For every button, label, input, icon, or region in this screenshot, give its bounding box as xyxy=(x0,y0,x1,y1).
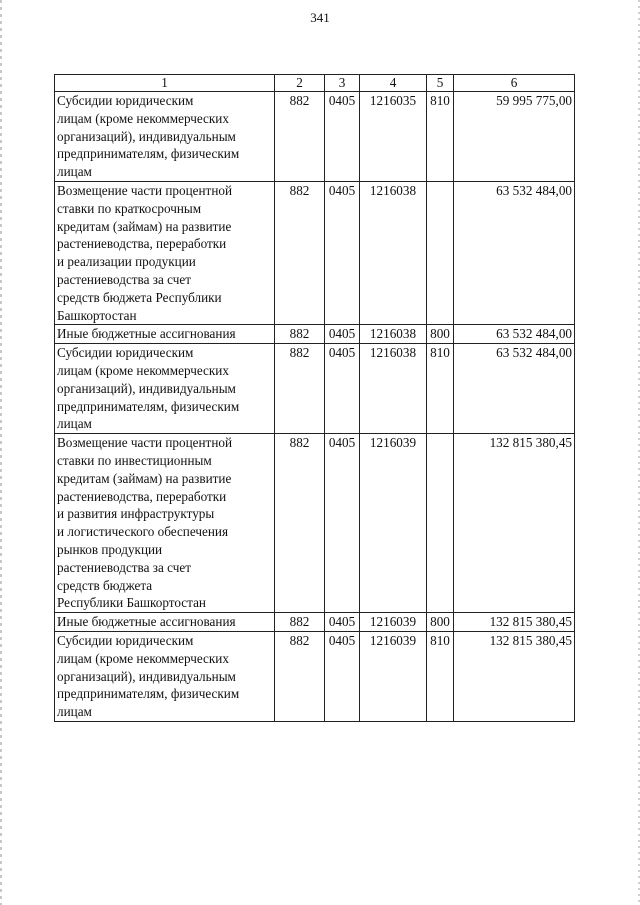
row-code-3: 0405 xyxy=(325,181,360,324)
page-number: 341 xyxy=(310,10,330,25)
table-row xyxy=(55,92,575,182)
table-row xyxy=(55,613,575,632)
row-amount: 59 995 775,00 xyxy=(454,92,575,182)
row-code-2: 882 xyxy=(275,613,325,632)
row-code-4: 1216038 xyxy=(360,181,427,324)
row-code-2: 882 xyxy=(275,344,325,434)
row-amount: 132 815 380,45 xyxy=(454,434,575,613)
column-header-4: 4 xyxy=(360,75,427,92)
row-code-3: 0405 xyxy=(325,92,360,182)
row-code-4: 1216035 xyxy=(360,92,427,182)
table-row xyxy=(55,631,575,721)
row-code-2: 882 xyxy=(275,92,325,182)
column-header-2: 2 xyxy=(275,75,325,92)
row-code-5: 810 xyxy=(427,344,454,434)
row-code-4: 1216039 xyxy=(360,631,427,721)
row-code-5: 810 xyxy=(427,92,454,182)
column-header-6: 6 xyxy=(454,75,575,92)
row-code-5: 800 xyxy=(427,613,454,632)
budget-table xyxy=(54,74,575,722)
table-row xyxy=(55,344,575,434)
row-code-5 xyxy=(427,434,454,613)
row-code-3: 0405 xyxy=(325,613,360,632)
row-amount: 132 815 380,45 xyxy=(454,613,575,632)
table-row xyxy=(55,434,575,613)
row-name: Иные бюджетные ассигнования xyxy=(55,325,275,344)
table-row xyxy=(55,181,575,324)
row-amount: 63 532 484,00 xyxy=(454,344,575,434)
row-code-4: 1216039 xyxy=(360,613,427,632)
column-header-3: 3 xyxy=(325,75,360,92)
column-header-1: 1 xyxy=(55,75,275,92)
row-code-4: 1216038 xyxy=(360,325,427,344)
row-name: Субсидии юридическим лицам (кроме некоммерческих организаций), индивидуальным предпринимателям, физическим лицам xyxy=(55,92,275,182)
row-amount: 63 532 484,00 xyxy=(454,325,575,344)
row-code-3: 0405 xyxy=(325,325,360,344)
row-code-2: 882 xyxy=(275,181,325,324)
row-name: Иные бюджетные ассигнования xyxy=(55,613,275,632)
row-amount: 132 815 380,45 xyxy=(454,631,575,721)
row-code-5 xyxy=(427,181,454,324)
table-header-row xyxy=(55,75,575,92)
row-name: Возмещение части процентной ставки по краткосрочным кредитам (займам) на развитие растениеводства, переработки и реализации продукции растениеводства за счет средств бюджета Республики Башкортостан xyxy=(55,181,275,324)
row-name: Субсидии юридическим лицам (кроме некоммерческих организаций), индивидуальным предпринимателям, физическим лицам xyxy=(55,344,275,434)
row-code-3: 0405 xyxy=(325,631,360,721)
table-row xyxy=(55,325,575,344)
row-code-5: 800 xyxy=(427,325,454,344)
column-header-5: 5 xyxy=(427,75,454,92)
row-code-5: 810 xyxy=(427,631,454,721)
row-code-4: 1216038 xyxy=(360,344,427,434)
row-amount: 63 532 484,00 xyxy=(454,181,575,324)
row-code-2: 882 xyxy=(275,325,325,344)
row-name: Субсидии юридическим лицам (кроме некоммерческих организаций), индивидуальным предпринимателям, физическим лицам xyxy=(55,631,275,721)
row-code-2: 882 xyxy=(275,434,325,613)
row-code-4: 1216039 xyxy=(360,434,427,613)
row-code-3: 0405 xyxy=(325,344,360,434)
row-name: Возмещение части процентной ставки по инвестиционным кредитам (займам) на развитие растениеводства, переработки и развития инфраструктуры и логистического обеспечения рынков продукции растениеводства за счет средств бюджета Республики Башкортостан xyxy=(55,434,275,613)
row-code-3: 0405 xyxy=(325,434,360,613)
scan-edge-left xyxy=(0,0,2,905)
row-code-2: 882 xyxy=(275,631,325,721)
